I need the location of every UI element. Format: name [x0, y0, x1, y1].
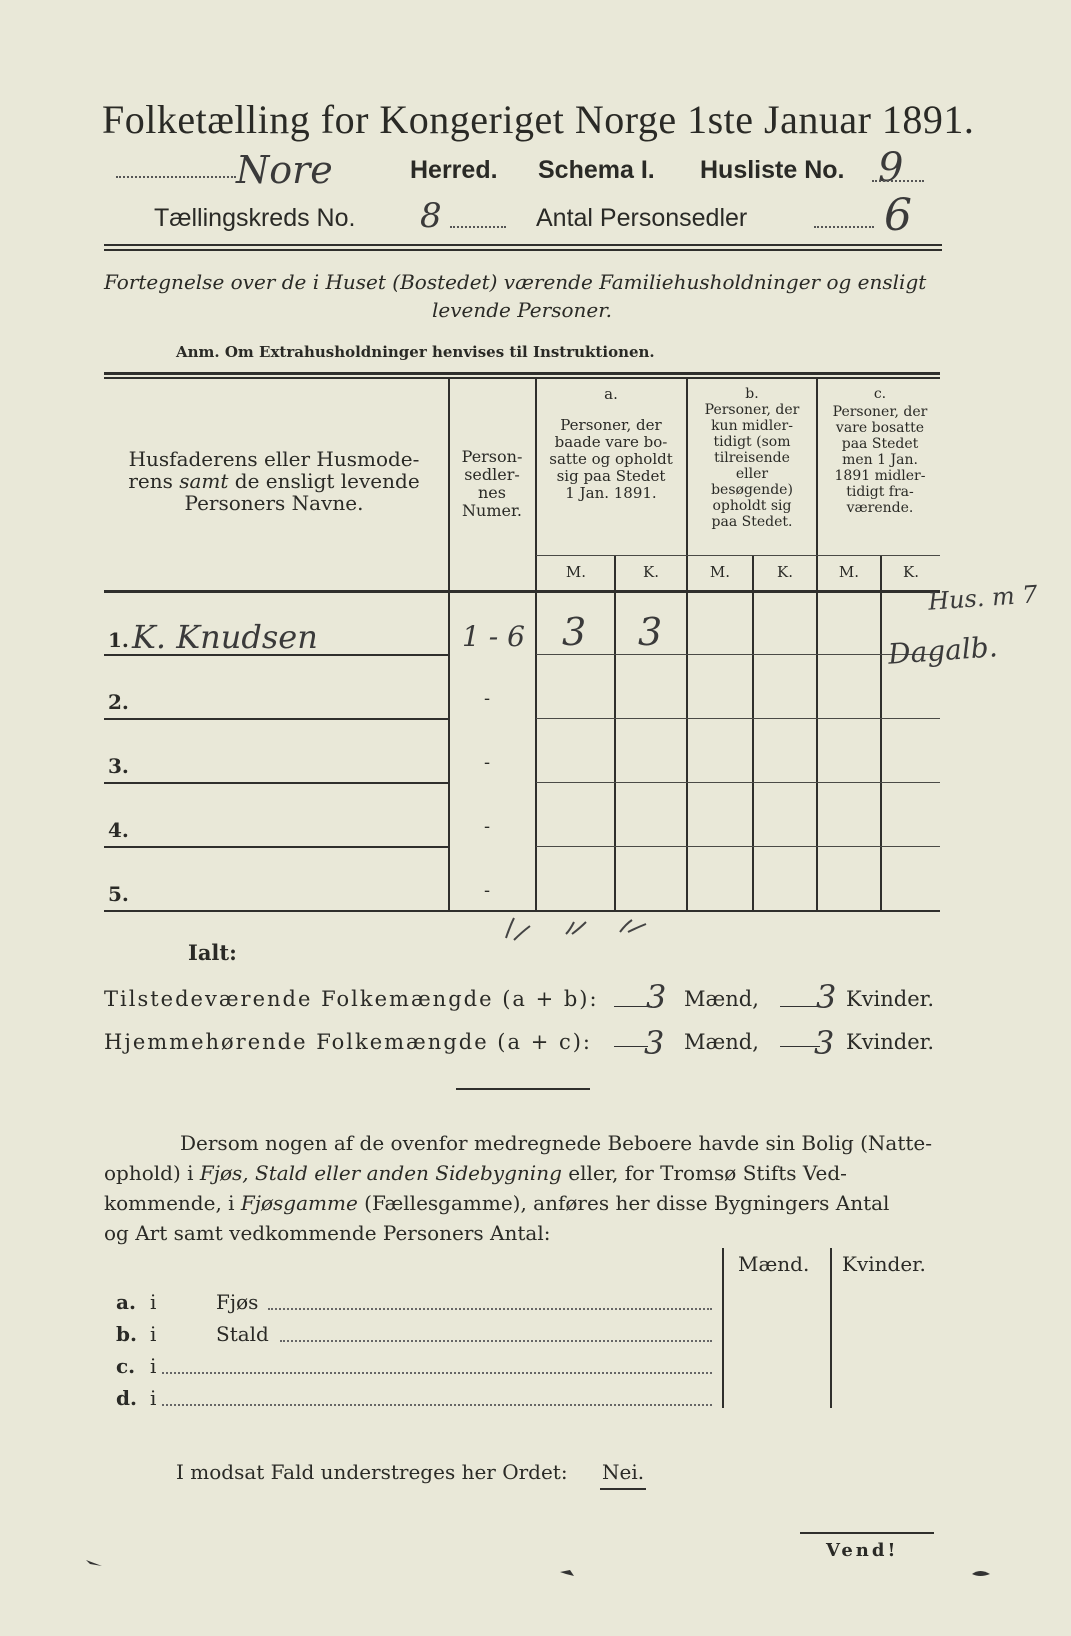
col-num-header-line-3: nes	[478, 483, 506, 502]
hjemme-kvinder: Kvinder.	[846, 1030, 935, 1054]
buildings-col-divider-1	[722, 1248, 724, 1408]
schema-label: Schema I.	[538, 156, 655, 184]
group-b-line-7: opholdt sig	[712, 498, 792, 514]
col-name-header-line-3: Personers Navne.	[184, 491, 364, 515]
building-b-letter: b.	[116, 1322, 137, 1346]
tilstede-maend: Mænd,	[684, 987, 759, 1011]
group-a-line-5: 1 Jan. 1891.	[565, 484, 657, 502]
group-a-line-4: sig paa Stedet	[556, 467, 666, 485]
row-1-name: K. Knudsen	[132, 618, 318, 656]
buildings-col-maend: Mænd.	[738, 1252, 810, 1276]
husliste-value: 9	[878, 145, 904, 191]
row-1-data-line	[536, 654, 940, 655]
group-c-letter: c.	[873, 386, 887, 402]
row-5-sedler: -	[484, 880, 491, 901]
corner-mark-right	[970, 1568, 994, 1582]
buildings-line-2b: Fjøs, Stald eller anden Sidebygning	[199, 1161, 562, 1185]
buildings-col-kvinder: Kvinder.	[842, 1252, 926, 1276]
col-c-m-label: M.	[838, 563, 860, 581]
hjemme-m-value: 3	[644, 1024, 665, 1062]
building-a-letter: a.	[116, 1290, 136, 1314]
tilstede-m-value: 3	[646, 978, 667, 1016]
row-1-a-k: 3	[638, 610, 663, 654]
group-b-line-8: paa Stedet.	[711, 514, 793, 530]
buildings-paragraph	[104, 1128, 940, 1248]
tilstede-k-value: 3	[816, 978, 837, 1016]
husliste-dots	[872, 180, 924, 182]
hjemme-m-line	[614, 1046, 648, 1047]
herred-value: Nore	[236, 148, 333, 192]
col-num-header	[450, 448, 534, 520]
buildings-line-1: Dersom nogen af de ovenfor medregnede Beboere havde sin Bolig (Natte-	[180, 1131, 933, 1155]
buildings-line-2c: eller, for Tromsø Stifts Ved-	[561, 1161, 847, 1185]
buildings-line-2	[104, 1158, 940, 1188]
header-rule-top	[104, 244, 942, 246]
modsat-text: I modsat Fald understreges her Ordet:	[176, 1460, 568, 1484]
building-a-label: Fjøs	[216, 1290, 259, 1314]
buildings-line-3c: (Fællesgamme), anføres her disse Bygningers Antal	[357, 1191, 890, 1215]
husliste-label: Husliste No.	[700, 156, 845, 184]
row-3-sedler: -	[484, 752, 491, 773]
group-b-header	[688, 386, 816, 530]
anm-note: Anm. Om Extrahusholdninger henvises til Instruktionen.	[176, 343, 655, 361]
row-3-number: 3.	[108, 754, 129, 778]
intro-line-2: levende Personer.	[432, 298, 612, 322]
kreds-value: 8	[420, 196, 442, 236]
col-name-header-line-2a: rens	[128, 469, 180, 493]
ialt-label: Ialt:	[188, 940, 237, 965]
row-3-name-line	[104, 782, 448, 784]
tilstede-kvinder: Kvinder.	[846, 987, 935, 1011]
star-mark-center	[556, 1564, 578, 1582]
header-rule-bottom	[104, 249, 942, 251]
group-a-line-1: Personer, der	[560, 416, 662, 434]
group-c-line-2: vare bosatte	[835, 420, 925, 436]
group-c-line-1: Personer, der	[832, 404, 928, 420]
buildings-line-3b: Fjøsgamme	[240, 1191, 358, 1215]
group-b-letter: b.	[745, 386, 759, 402]
group-a-line-2: baade vare bo-	[554, 433, 668, 451]
col-num-header-line-1: Person-	[461, 447, 523, 466]
nei-underline	[600, 1488, 646, 1490]
col-name-header-line-2	[104, 470, 444, 492]
buildings-col-divider-2	[830, 1248, 832, 1408]
hjemme-k-value: 3	[814, 1024, 835, 1062]
group-a-header	[537, 386, 685, 502]
herred-label: Herred.	[410, 156, 498, 184]
row-4-name-line	[104, 846, 448, 848]
antal-value: 6	[884, 190, 912, 241]
buildings-line-4: og Art samt vedkommende Personers Antal:	[104, 1221, 551, 1245]
col-name-header	[104, 448, 444, 514]
hjemme-maend: Mænd,	[684, 1030, 759, 1054]
col-b-m-label: M.	[709, 563, 731, 581]
building-b-dots	[280, 1340, 712, 1342]
row-2-sedler: -	[484, 688, 491, 709]
row-2-number: 2.	[108, 690, 129, 714]
group-c-header	[818, 386, 942, 516]
form-title: Folketælling for Kongeriget Norge 1ste Januar 1891.	[102, 97, 975, 142]
section-divider	[456, 1088, 590, 1090]
building-c-dots	[162, 1372, 712, 1374]
group-b-line-2: kun midler-	[711, 418, 793, 434]
table-top-rule-2	[104, 377, 940, 379]
row-5-number: 5.	[108, 882, 129, 906]
group-c-line-6: tidigt fra-	[846, 484, 914, 500]
row-1-sedler: 1 - 6	[462, 620, 525, 653]
row-1-note-2: Dagalb.	[886, 630, 999, 671]
col-name-header-line-2b: samt	[179, 469, 229, 493]
table-top-rule	[104, 372, 940, 375]
row-2-data-line	[536, 718, 940, 719]
col-a-m-label: M.	[565, 563, 587, 581]
row-4-number: 4.	[108, 818, 129, 842]
group-b-line-3: tidigt (som	[713, 434, 791, 450]
table-header-bottom-rule	[104, 590, 940, 593]
col-name-header-line-1: Husfaderens eller Husmode-	[128, 447, 420, 471]
intro-line-1: Fortegnelse over de i Huset (Bostedet) værende Familiehusholdninger og ensligt	[104, 270, 927, 294]
kreds-label: Tællingskreds No.	[154, 204, 356, 232]
building-d-letter: d.	[116, 1386, 137, 1410]
col-c-k-label: K.	[903, 563, 919, 581]
group-b-line-4: tilreisende	[714, 450, 790, 466]
buildings-line-3	[104, 1188, 940, 1218]
row-1-note-1: Hus. m 7	[927, 580, 1039, 616]
vend-rule	[800, 1532, 934, 1534]
row-3-data-line	[536, 782, 940, 783]
antal-label: Antal Personsedler	[536, 204, 748, 232]
building-d-i: i	[150, 1386, 157, 1410]
hjemme-label: Hjemmehørende Folkemængde (a + c):	[104, 1030, 592, 1054]
buildings-line-3a: kommende, i	[104, 1191, 241, 1215]
building-b-label: Stald	[216, 1322, 269, 1346]
group-a-line-3: satte og opholdt	[549, 450, 673, 468]
building-b-i: i	[150, 1322, 157, 1346]
col-num-header-line-4: Numer.	[462, 501, 522, 520]
group-c-line-7: værende.	[846, 500, 914, 516]
group-b-line-6: besøgende)	[711, 482, 793, 498]
building-a-i: i	[150, 1290, 157, 1314]
group-a-letter: a.	[604, 385, 618, 403]
col-divider-c-mk	[880, 555, 882, 912]
buildings-line-2a: ophold) i	[104, 1161, 200, 1185]
nei-word: Nei.	[602, 1460, 645, 1484]
tilstede-k-line	[780, 1006, 820, 1007]
herred-dots-left	[116, 176, 236, 178]
building-c-i: i	[150, 1354, 157, 1378]
row-1-a-m: 3	[562, 610, 587, 654]
tilstede-label: Tilstedeværende Folkemængde (a + b):	[104, 987, 599, 1011]
mk-header-rule	[536, 555, 940, 556]
group-b-line-5: eller	[735, 466, 769, 482]
building-d-dots	[162, 1404, 712, 1406]
row-4-data-line	[536, 846, 940, 847]
group-c-line-4: men 1 Jan.	[842, 452, 918, 468]
row-2-name-line	[104, 718, 448, 720]
building-a-dots	[268, 1308, 712, 1310]
kreds-dots	[450, 226, 506, 228]
row-1-number: 1.	[108, 628, 129, 652]
antal-dots	[814, 226, 874, 228]
col-divider-a-mk	[614, 555, 616, 912]
group-c-line-3: paa Stedet	[841, 436, 919, 452]
vend-label: Vend!	[826, 1540, 899, 1561]
col-num-header-line-2: sedler-	[464, 465, 520, 484]
group-c-line-5: 1891 midler-	[834, 468, 926, 484]
group-b-line-1: Personer, der	[704, 402, 800, 418]
building-c-letter: c.	[116, 1354, 136, 1378]
col-name-header-line-2c: de ensligt levende	[228, 469, 420, 493]
col-divider-b-mk	[752, 555, 754, 912]
corner-mark-left	[84, 1556, 106, 1570]
row-4-sedler: -	[484, 816, 491, 837]
col-b-k-label: K.	[777, 563, 793, 581]
col-a-k-label: K.	[643, 563, 659, 581]
check-marks	[500, 912, 670, 946]
